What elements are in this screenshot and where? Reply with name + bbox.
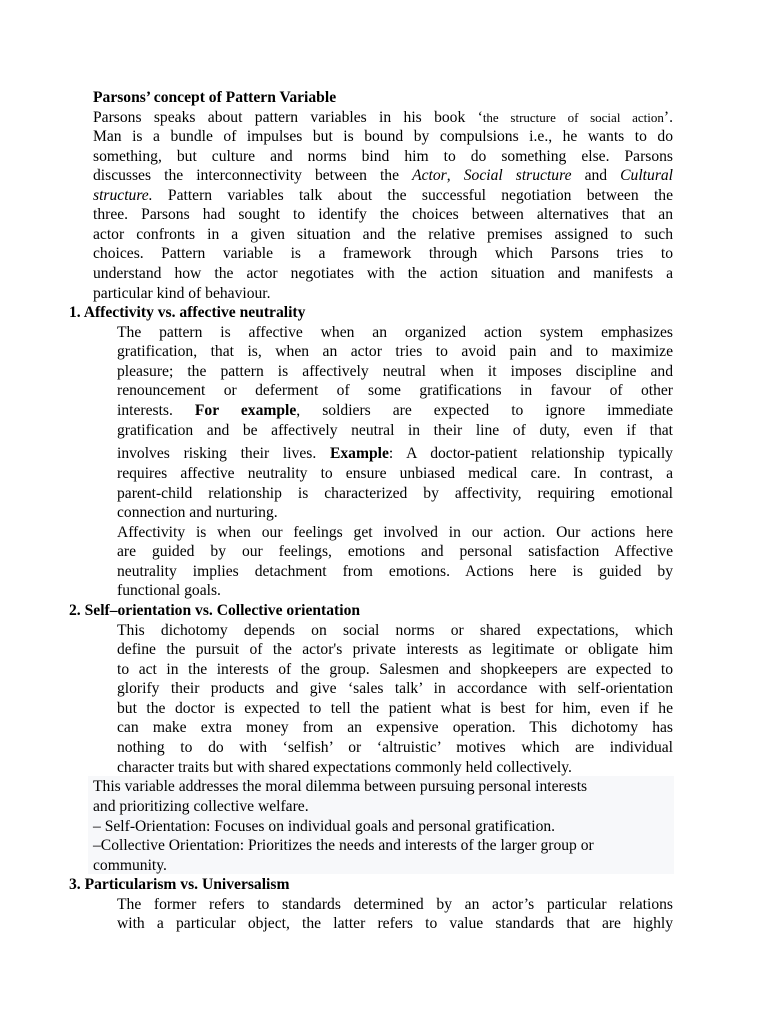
intro-line-8: choices. Pattern variable is a framework through which Parsons tries to <box>93 245 673 262</box>
intro-line-7: actor confronts in a given situation and the relative premises assigned to such <box>93 226 673 243</box>
note-line-2: and prioritizing collective welfare. <box>93 798 309 815</box>
section-3-heading: 3. Particularism vs. Universalism <box>69 876 290 893</box>
s1-line-2: gratification, that is, when an actor tries to avoid pain and to maximize <box>117 343 673 360</box>
s1-p2-line-3: neutrality implies detachment from emotions. Actions here is guided by <box>117 563 673 580</box>
s1-line-10: connection and nurturing. <box>117 504 278 521</box>
intro-line-5: structure. Pattern variables talk about the successful negotiation between the <box>93 187 673 204</box>
s1-line-7: involves risking their lives. Example: A doctor-patient relationship typically <box>117 445 673 462</box>
s2-line-4: glorify their products and give ‘sales talk’ in accordance with self-orientation <box>117 680 673 697</box>
section-2-heading: 2. Self–orientation vs. Collective orientation <box>69 602 361 619</box>
book-title: the structure of social action <box>482 110 664 125</box>
note-line-4: –Collective Orientation: Prioritizes the needs and interests of the larger group or <box>93 837 594 854</box>
section-1-heading: 1. Affectivity vs. affective neutrality <box>69 304 306 321</box>
note-line-5: community. <box>93 857 167 874</box>
s2-line-3: to act in the interests of the group. Salesmen and shopkeepers are expected to <box>117 661 673 678</box>
s1-line-3: pleasure; the pattern is affectively neutral when it imposes discipline and <box>117 363 673 380</box>
intro-line-3: something, but culture and norms bind him to do something else. Parsons <box>93 148 673 165</box>
s2-line-2: define the pursuit of the actor's private interests as legitimate or obligate him <box>117 641 673 658</box>
intro-line-6: three. Parsons had sought to identify the choices between alternatives that an <box>93 206 673 223</box>
s1-p2-line-2: are guided by our feelings, emotions and personal satisfaction Affective <box>117 543 673 560</box>
s2-line-8: character traits but with shared expectations commonly held collectively. <box>117 759 572 776</box>
s2-line-1: This dichotomy depends on social norms or shared expectations, which <box>117 622 673 639</box>
s1-line-4: renouncement or deferment of some gratifications in favour of other <box>117 382 673 399</box>
note-line-3: – Self-Orientation: Focuses on individual goals and personal gratification. <box>93 818 556 835</box>
s3-line-2: with a particular object, the latter refers to value standards that are highly <box>117 915 673 932</box>
intro-line-10: particular kind of behaviour. <box>93 285 271 302</box>
s1-line-8: requires affective neutrality to ensure unbiased medical care. In contrast, a <box>117 465 673 482</box>
s1-line-6: gratification and be affectively neutral in their line of duty, even if that <box>117 422 673 439</box>
intro-line-2: Man is a bundle of impulses but is bound by compulsions i.e., he wants to do <box>93 128 673 145</box>
s2-line-6: can make extra money from an expensive operation. This dichotomy has <box>117 719 673 736</box>
s2-line-5: but the doctor is expected to tell the patient what is best for him, even if he <box>117 700 673 717</box>
note-line-1: This variable addresses the moral dilemma between pursuing personal interests <box>93 778 588 795</box>
s2-line-7: nothing to do with ‘selfish’ or ‘altruistic’ motives which are individual <box>117 739 673 756</box>
s1-line-9: parent-child relationship is characterized by affectivity, requiring emotional <box>117 485 673 502</box>
intro-line-4: discusses the interconnectivity between the Actor, Social structure and Cultural <box>93 167 674 184</box>
intro-line-1: Parsons speaks about pattern variables in his book ‘the structure of social action’. <box>93 109 673 126</box>
s1-line-5: interests. For example, soldiers are expected to ignore immediate <box>117 402 674 419</box>
s1-line-1: The pattern is affective when an organized action system emphasizes <box>117 324 673 341</box>
intro-line-9: understand how the actor negotiates with the action situation and manifests a <box>93 265 673 282</box>
s3-line-1: The former refers to standards determined by an actor’s particular relations <box>117 896 673 913</box>
s1-p2-line-1: Affectivity is when our feelings get involved in our action. Our actions here <box>117 524 673 541</box>
page-title: Parsons’ concept of Pattern Variable <box>93 89 337 106</box>
s1-p2-line-4: functional goals. <box>117 582 221 599</box>
